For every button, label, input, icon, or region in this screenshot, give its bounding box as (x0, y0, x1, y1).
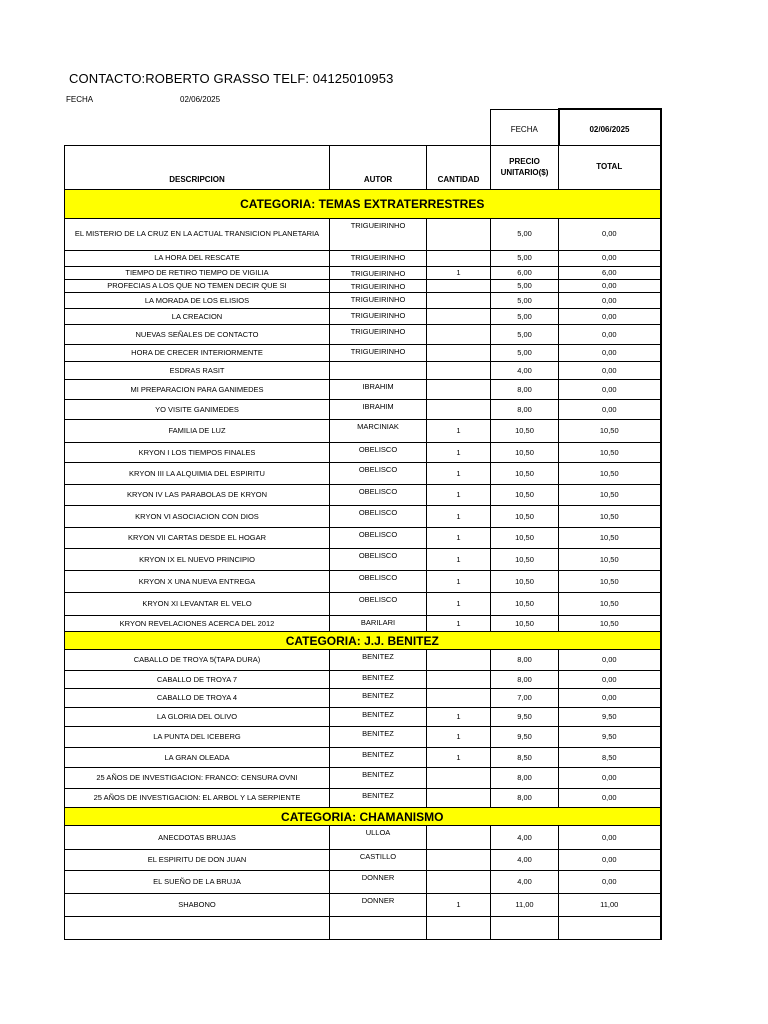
item-cantidad: 1 (427, 571, 491, 593)
item-autor: CASTILLO (330, 850, 427, 871)
item-autor: BENITEZ (330, 671, 427, 689)
item-autor: IBRAHIM (330, 400, 427, 420)
item-precio: 10,50 (491, 616, 559, 632)
item-descripcion: ANECDOTAS BRUJAS (65, 826, 330, 850)
item-precio: 5,00 (491, 309, 559, 325)
item-total: 0,00 (559, 671, 661, 689)
item-descripcion: PROFECIAS A LOS QUE NO TEMEN DECIR QUE SI (65, 280, 330, 293)
item-precio: 8,00 (491, 400, 559, 420)
item-total: 0,00 (559, 400, 661, 420)
item-total: 10,50 (559, 420, 661, 443)
item-cantidad (427, 280, 491, 293)
table-row (65, 443, 661, 463)
item-descripcion: KRYON IX EL NUEVO PRINCIPIO (65, 549, 330, 571)
header-cantidad: CANTIDAD (427, 146, 491, 190)
item-total: 0,00 (559, 280, 661, 293)
item-autor: TRIGUEIRINHO (330, 219, 427, 251)
item-cantidad (427, 689, 491, 708)
item-autor: OBELISCO (330, 593, 427, 616)
item-autor: TRIGUEIRINHO (330, 325, 427, 345)
item-descripcion: KRYON IV LAS PARABOLAS DE KRYON (65, 485, 330, 506)
item-total: 9,50 (559, 727, 661, 748)
header-precio: PRECIO UNITARIO($) (491, 146, 559, 190)
item-cantidad: 1 (427, 267, 491, 280)
blank-cell (427, 917, 491, 940)
item-precio: 8,00 (491, 671, 559, 689)
item-cantidad: 1 (427, 708, 491, 727)
table-row (65, 280, 661, 293)
fecha-label: FECHA (66, 95, 94, 104)
table-row (65, 325, 661, 345)
item-autor: ULLOA (330, 826, 427, 850)
item-descripcion: KRYON I LOS TIEMPOS FINALES (65, 443, 330, 463)
item-cantidad (427, 362, 491, 380)
blank-cell (330, 917, 427, 940)
item-total: 10,50 (559, 616, 661, 632)
item-descripcion: LA GLORIA DEL OLIVO (65, 708, 330, 727)
item-cantidad (427, 293, 491, 309)
item-precio: 8,00 (491, 768, 559, 789)
item-cantidad: 1 (427, 593, 491, 616)
category-row (65, 190, 661, 219)
item-total: 0,00 (559, 362, 661, 380)
item-descripcion: MI PREPARACION PARA GANIMEDES (65, 380, 330, 400)
category-title: CATEGORIA: CHAMANISMO (65, 808, 661, 826)
item-total: 0,00 (559, 650, 661, 671)
table-row (65, 528, 661, 549)
category-title: CATEGORIA: TEMAS EXTRATERRESTRES (65, 190, 661, 219)
item-cantidad: 1 (427, 420, 491, 443)
item-cantidad: 1 (427, 616, 491, 632)
item-autor: OBELISCO (330, 528, 427, 549)
item-precio: 5,00 (491, 293, 559, 309)
item-autor: BARILARI (330, 616, 427, 632)
item-precio: 5,00 (491, 280, 559, 293)
item-descripcion: KRYON III LA ALQUIMIA DEL ESPIRITU (65, 463, 330, 485)
item-total: 6,00 (559, 267, 661, 280)
item-cantidad: 1 (427, 485, 491, 506)
item-precio: 4,00 (491, 871, 559, 894)
item-descripcion: LA GRAN OLEADA (65, 748, 330, 768)
item-cantidad (427, 871, 491, 894)
item-total: 10,50 (559, 485, 661, 506)
table-row (65, 850, 661, 871)
item-total: 11,00 (559, 894, 661, 917)
item-autor: BENITEZ (330, 768, 427, 789)
item-descripcion: HORA DE CRECER INTERIORMENTE (65, 345, 330, 362)
item-precio: 5,00 (491, 219, 559, 251)
item-autor: BENITEZ (330, 650, 427, 671)
item-total: 0,00 (559, 251, 661, 267)
item-autor: OBELISCO (330, 571, 427, 593)
item-total: 0,00 (559, 850, 661, 871)
item-autor: BENITEZ (330, 789, 427, 808)
table-row (65, 689, 661, 708)
item-total: 10,50 (559, 463, 661, 485)
item-autor: TRIGUEIRINHO (330, 345, 427, 362)
item-total: 10,50 (559, 571, 661, 593)
item-descripcion: KRYON VI ASOCIACION CON DIOS (65, 506, 330, 528)
item-autor: OBELISCO (330, 443, 427, 463)
table-row (65, 362, 661, 380)
item-precio: 11,00 (491, 894, 559, 917)
item-precio: 10,50 (491, 485, 559, 506)
table-row (65, 420, 661, 443)
item-total: 0,00 (559, 826, 661, 850)
item-precio: 10,50 (491, 571, 559, 593)
item-descripcion: EL SUEÑO DE LA BRUJA (65, 871, 330, 894)
header-autor: AUTOR (330, 146, 427, 190)
item-descripcion: KRYON XI LEVANTAR EL VELO (65, 593, 330, 616)
item-cantidad (427, 850, 491, 871)
item-cantidad (427, 380, 491, 400)
blank-cell (491, 917, 559, 940)
table-row (65, 727, 661, 748)
table-row (65, 293, 661, 309)
table-row (65, 789, 661, 808)
table-row (65, 593, 661, 616)
item-cantidad: 1 (427, 894, 491, 917)
table-row (65, 345, 661, 362)
item-descripcion: NUEVAS SEÑALES DE CONTACTO (65, 325, 330, 345)
item-autor: BENITEZ (330, 748, 427, 768)
item-total: 9,50 (559, 708, 661, 727)
blank-cell (559, 917, 661, 940)
table-row (65, 506, 661, 528)
item-total: 0,00 (559, 293, 661, 309)
blank-row (65, 917, 661, 940)
item-total: 0,00 (559, 309, 661, 325)
item-descripcion: FAMILIA DE LUZ (65, 420, 330, 443)
item-cantidad (427, 400, 491, 420)
table-row (65, 671, 661, 689)
item-precio: 4,00 (491, 826, 559, 850)
item-cantidad: 1 (427, 727, 491, 748)
item-descripcion: EL MISTERIO DE LA CRUZ EN LA ACTUAL TRANSICION PLANETARIA (65, 219, 330, 251)
item-total: 10,50 (559, 549, 661, 571)
item-descripcion: KRYON VII CARTAS DESDE EL HOGAR (65, 528, 330, 549)
item-cantidad: 1 (427, 549, 491, 571)
blank-cell (65, 917, 330, 940)
item-descripcion: 25 AÑOS DE INVESTIGACION: EL ARBOL Y LA SERPIENTE (65, 789, 330, 808)
item-total: 10,50 (559, 593, 661, 616)
item-total: 0,00 (559, 325, 661, 345)
item-descripcion: ESDRAS RASIT (65, 362, 330, 380)
item-precio: 8,00 (491, 789, 559, 808)
item-total: 0,00 (559, 768, 661, 789)
category-row (65, 808, 661, 826)
header-row (65, 146, 661, 190)
item-precio: 9,50 (491, 727, 559, 748)
table-row (65, 871, 661, 894)
fecha-value: 02/06/2025 (180, 95, 221, 104)
item-descripcion: YO VISITE GANIMEDES (65, 400, 330, 420)
item-cantidad (427, 768, 491, 789)
item-cantidad: 1 (427, 506, 491, 528)
order-table (64, 108, 662, 940)
item-autor: TRIGUEIRINHO (330, 267, 427, 280)
item-precio: 10,50 (491, 443, 559, 463)
header-descripcion: DESCRIPCION (65, 146, 330, 190)
table-row (65, 650, 661, 671)
item-precio: 5,00 (491, 345, 559, 362)
item-total: 10,50 (559, 443, 661, 463)
item-total: 0,00 (559, 219, 661, 251)
item-autor: TRIGUEIRINHO (330, 251, 427, 267)
item-precio: 10,50 (491, 506, 559, 528)
item-autor: OBELISCO (330, 485, 427, 506)
item-autor: MARCINIAK (330, 420, 427, 443)
item-descripcion: LA CREACION (65, 309, 330, 325)
item-autor: BENITEZ (330, 727, 427, 748)
item-precio: 7,00 (491, 689, 559, 708)
item-total: 0,00 (559, 380, 661, 400)
item-autor: BENITEZ (330, 708, 427, 727)
table-row (65, 219, 661, 251)
item-precio: 10,50 (491, 528, 559, 549)
item-autor: OBELISCO (330, 549, 427, 571)
table-row (65, 894, 661, 917)
item-precio: 8,00 (491, 380, 559, 400)
item-descripcion: 25 AÑOS DE INVESTIGACION: FRANCO: CENSURA OVNI (65, 768, 330, 789)
item-total: 10,50 (559, 528, 661, 549)
item-autor: IBRAHIM (330, 380, 427, 400)
item-precio: 5,00 (491, 251, 559, 267)
table-row (65, 267, 661, 280)
item-total: 0,00 (559, 789, 661, 808)
item-total: 10,50 (559, 506, 661, 528)
item-precio: 5,00 (491, 325, 559, 345)
item-autor: TRIGUEIRINHO (330, 280, 427, 293)
item-precio: 8,00 (491, 650, 559, 671)
item-cantidad (427, 325, 491, 345)
item-descripcion: SHABONO (65, 894, 330, 917)
item-precio: 6,00 (491, 267, 559, 280)
item-total: 0,00 (559, 689, 661, 708)
category-title: CATEGORIA: J.J. BENITEZ (65, 632, 661, 650)
item-autor: TRIGUEIRINHO (330, 309, 427, 325)
item-cantidad (427, 650, 491, 671)
item-autor: BENITEZ (330, 689, 427, 708)
table-row (65, 463, 661, 485)
item-cantidad (427, 671, 491, 689)
table-row (65, 549, 661, 571)
table-row (65, 616, 661, 632)
item-cantidad: 1 (427, 463, 491, 485)
item-cantidad (427, 826, 491, 850)
date-row (65, 109, 661, 146)
table-fecha-label: FECHA (491, 109, 559, 146)
table-row (65, 708, 661, 727)
item-autor: DONNER (330, 871, 427, 894)
item-total: 8,50 (559, 748, 661, 768)
item-descripcion: EL ESPIRITU DE DON JUAN (65, 850, 330, 871)
table-row (65, 400, 661, 420)
item-autor: OBELISCO (330, 463, 427, 485)
item-descripcion: KRYON REVELACIONES ACERCA DEL 2012 (65, 616, 330, 632)
item-total: 0,00 (559, 345, 661, 362)
item-precio: 10,50 (491, 463, 559, 485)
item-descripcion: CABALLO DE TROYA 4 (65, 689, 330, 708)
category-row (65, 632, 661, 650)
item-autor (330, 362, 427, 380)
item-autor: OBELISCO (330, 506, 427, 528)
item-cantidad: 1 (427, 748, 491, 768)
item-precio: 10,50 (491, 549, 559, 571)
item-cantidad: 1 (427, 443, 491, 463)
table-row (65, 826, 661, 850)
item-descripcion: LA PUNTA DEL ICEBERG (65, 727, 330, 748)
item-cantidad (427, 309, 491, 325)
table-row (65, 748, 661, 768)
item-precio: 9,50 (491, 708, 559, 727)
table-row (65, 571, 661, 593)
item-cantidad (427, 219, 491, 251)
item-descripcion: KRYON X UNA NUEVA ENTREGA (65, 571, 330, 593)
item-cantidad (427, 789, 491, 808)
item-precio: 4,00 (491, 362, 559, 380)
item-descripcion: LA HORA DEL RESCATE (65, 251, 330, 267)
item-autor: DONNER (330, 894, 427, 917)
item-cantidad (427, 251, 491, 267)
table-row (65, 251, 661, 267)
table-row (65, 380, 661, 400)
item-precio: 10,50 (491, 593, 559, 616)
item-descripcion: TIEMPO DE RETIRO TIEMPO DE VIGILIA (65, 267, 330, 280)
item-descripcion: CABALLO DE TROYA 5(TAPA DURA) (65, 650, 330, 671)
item-total: 0,00 (559, 871, 661, 894)
item-cantidad: 1 (427, 528, 491, 549)
item-autor: TRIGUEIRINHO (330, 293, 427, 309)
item-precio: 8,50 (491, 748, 559, 768)
table-row (65, 768, 661, 789)
table-fecha-value: 02/06/2025 (559, 109, 661, 146)
item-descripcion: LA MORADA DE LOS ELISIOS (65, 293, 330, 309)
item-cantidad (427, 345, 491, 362)
item-precio: 4,00 (491, 850, 559, 871)
header-total: TOTAL (559, 146, 661, 190)
table-row (65, 309, 661, 325)
item-precio: 10,50 (491, 420, 559, 443)
table-row (65, 485, 661, 506)
item-descripcion: CABALLO DE TROYA 7 (65, 671, 330, 689)
contact-line: CONTACTO:ROBERTO GRASSO TELF: 04125010953 (69, 71, 394, 86)
